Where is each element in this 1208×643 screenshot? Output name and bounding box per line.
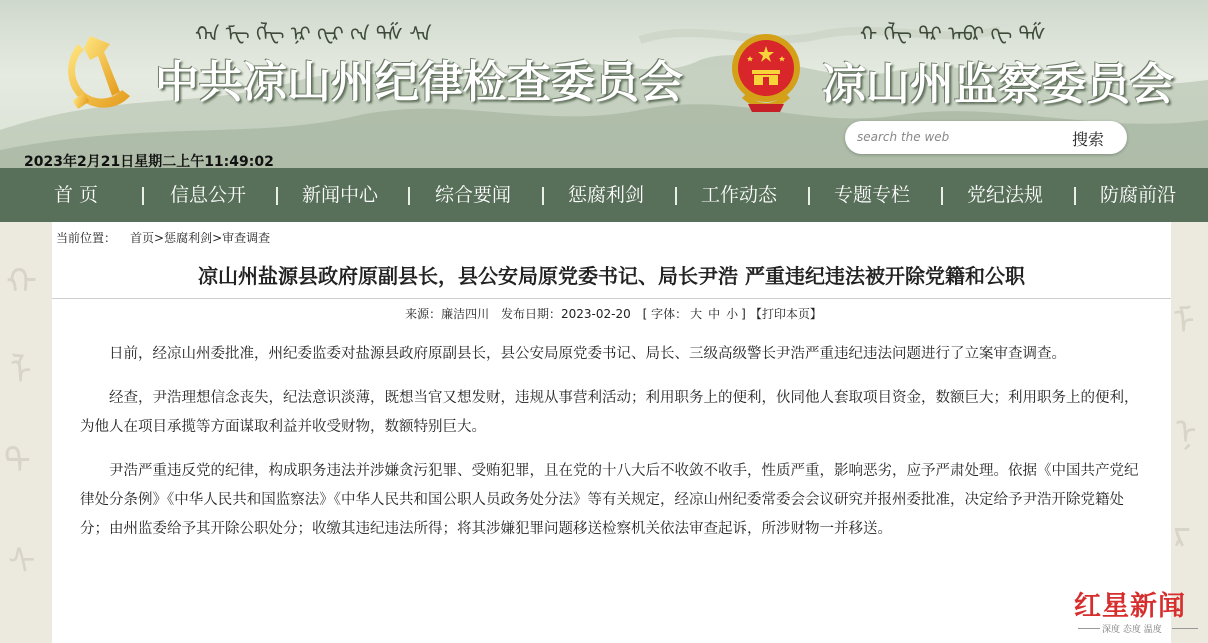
article-date: 发布日期：2023-02-20 [501, 307, 631, 321]
nav-item-anti-corruption-frontier[interactable]: 防腐前沿 [1100, 184, 1177, 206]
breadcrumb-separator: > [154, 231, 165, 245]
article-title: 凉山州盐源县政府原副县长，县公安局原党委书记、局长尹浩 严重违纪违法被开除党籍和公职 [198, 264, 1025, 288]
font-size-close: ] [741, 307, 746, 321]
watermark-rule-right [1172, 628, 1198, 629]
article-meta [52, 305, 1171, 322]
decorative-script-left: ᠬᠠ ᠮᠧ ᠬᠯᠸ ᠨᠷ ᠬᠸᠷ ᠬᠨ ᠲᠱ ᠰᠠ [195, 22, 432, 46]
org-title-supervision-commission: 凉山州监察委员会 [822, 59, 1174, 110]
current-datetime: 2023年2月21日星期二上午11:49:02 [24, 154, 274, 168]
header-banner [0, 0, 1208, 168]
nav-separator [142, 187, 144, 205]
party-emblem-icon [60, 30, 136, 114]
breadcrumb-page-link[interactable]: 审查调查 [222, 231, 271, 245]
nav-separator [808, 187, 810, 205]
breadcrumb-separator: > [212, 231, 223, 245]
article-source: 来源：廉洁四川 [405, 307, 490, 321]
article-container [52, 222, 1171, 643]
main-nav [0, 168, 1208, 222]
nav-item-general-news[interactable]: 综合要闻 [435, 184, 512, 206]
side-decoration-left: ᠬ ᠯ ᠲ ᠰ [0, 222, 52, 643]
article-paragraph: 日前，经凉山州委批准，州纪委监委对盐源县政府原副县长，县公安局原党委书记、局长、三级高级警长尹浩严重违纪违法问题进行了立案审查调查。 [109, 346, 1066, 362]
font-size-large-link[interactable]: 大 [690, 307, 703, 321]
nav-item-party-regulations[interactable]: 党纪法规 [967, 184, 1044, 206]
nav-separator [675, 187, 677, 205]
nav-item-home[interactable]: 首 页 [54, 184, 99, 206]
font-size-medium-link[interactable]: 中 [708, 307, 721, 321]
side-decoration-right: ᠮ ᠨ ᠷ [1171, 222, 1208, 643]
font-size-control [643, 307, 746, 321]
search-button[interactable]: 搜索 [1060, 126, 1116, 150]
nav-item-anti-corruption[interactable]: 惩腐利剑 [568, 184, 645, 206]
nav-separator [1074, 187, 1076, 205]
org-title-discipline-commission: 中共凉山州纪律检查委员会 [155, 57, 683, 108]
nav-separator [276, 187, 278, 205]
breadcrumb-label: 当前位置： [56, 231, 117, 245]
nav-item-special-topics[interactable]: 专题专栏 [834, 184, 911, 206]
title-divider [52, 298, 1171, 299]
font-size-small-link[interactable]: 小 [726, 307, 739, 321]
breadcrumb-home-link[interactable]: 首页 [130, 231, 155, 245]
watermark-rule-left [1078, 628, 1100, 629]
nav-item-news-center[interactable]: 新闻中心 [302, 184, 379, 206]
nav-item-info-disclosure[interactable]: 信息公开 [170, 184, 247, 206]
watermark-slogan: 深度 态度 温度 [1102, 625, 1162, 635]
watermark-logo: 红星新闻 [1074, 591, 1186, 622]
article-paragraph: 尹浩严重违反党的纪律，构成职务违法并涉嫌贪污犯罪、受贿犯罪，且在党的十八大后不收敛不收手，性质严重，影响恶劣，应予严肃处理。依据《中国共产党纪律处分条例》《中华人民共和国监察法》《中华人民共和国公职人员政务处分法》等有关规定，经凉山州纪委常委会会议研究并报州委批准，决定给予尹浩开除党籍处分；由州监委给予其开除公职处分；收缴其违纪违法所得；将其涉嫌犯罪问题移送检察机关依法审查起诉，所涉财物一并移送。 [80, 463, 1139, 537]
article-paragraph: 经查，尹浩理想信念丧失，纪法意识淡薄，既想当官又想发财，违规从事营利活动；利用职务上的便利，伙同他人套取项目资金，数额巨大；利用职务上的便利，为他人在项目承揽等方面谋取利益并收受财物，数额特别巨大。 [80, 390, 1139, 435]
nav-separator [408, 187, 410, 205]
font-size-label: [ 字体： [642, 307, 688, 321]
search-input[interactable] [857, 126, 1057, 148]
nav-separator [542, 187, 544, 205]
breadcrumb-section-link[interactable]: 惩腐利剑 [164, 231, 213, 245]
nav-item-work-updates[interactable]: 工作动态 [701, 184, 778, 206]
breadcrumb [56, 229, 270, 246]
article-body [80, 340, 1145, 559]
nav-separator [941, 187, 943, 205]
decorative-script-right: ᠬ ᠬᠯᠸ ᠳᠷ ᠠᠪᠷ ᠬᠸ ᠲᠱ [860, 22, 1046, 46]
national-emblem-icon [728, 28, 804, 116]
print-page-link[interactable]: 【打印本页】 [749, 307, 822, 321]
